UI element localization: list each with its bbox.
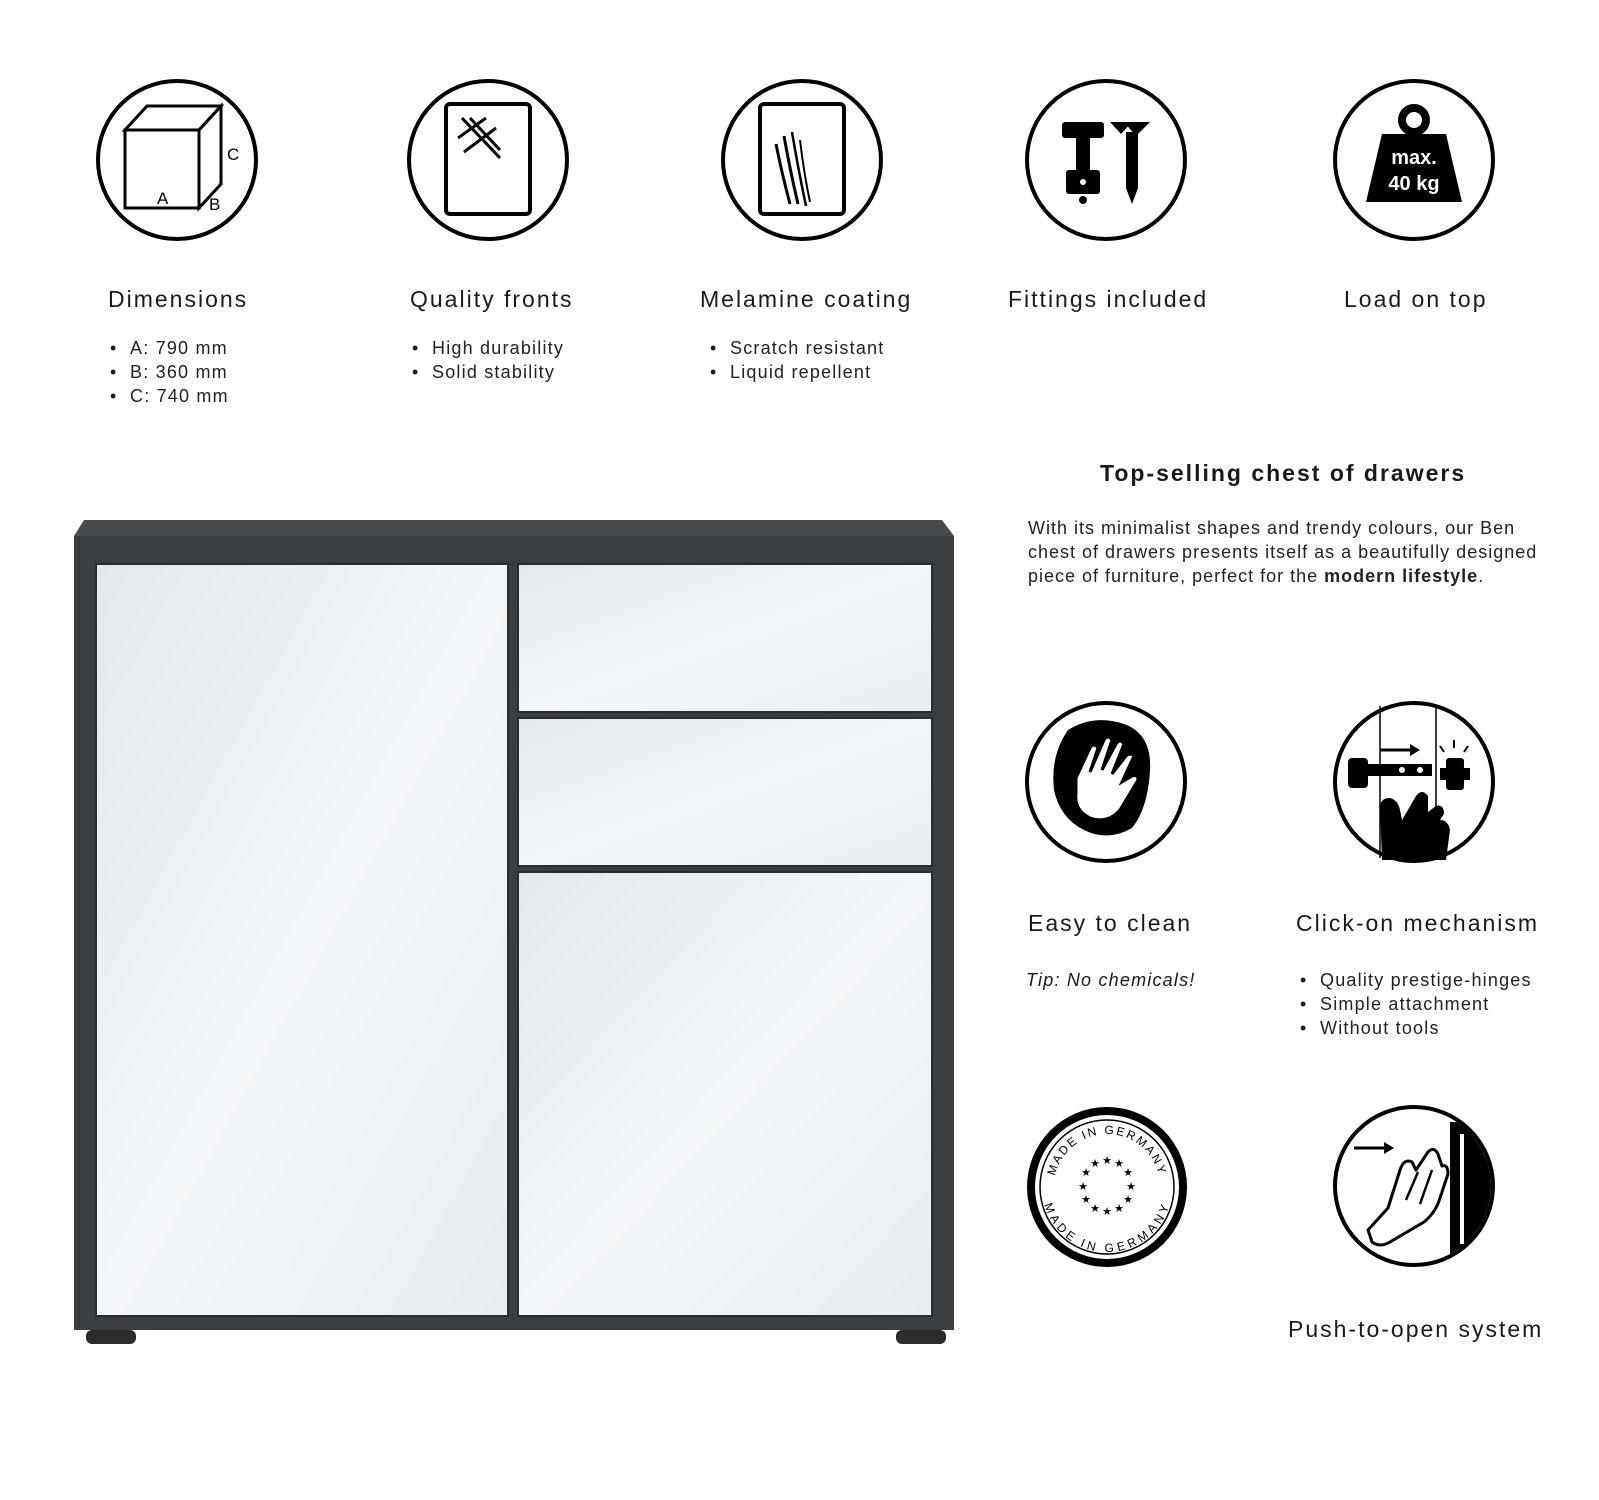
melamine-list [710, 336, 884, 384]
svg-text:★: ★ [1102, 1154, 1112, 1167]
list-item: • A: 790 mm [110, 336, 229, 360]
svg-text:★: ★ [1081, 1166, 1091, 1179]
svg-text:★: ★ [1078, 1180, 1088, 1193]
seal-text-top: MADE IN GERMANY [1044, 1122, 1170, 1177]
feature-title-quality-fronts: Quality fronts [410, 286, 574, 312]
feature-title-click-on: Click-on mechanism [1296, 910, 1540, 936]
click-on-list [1300, 968, 1532, 1040]
dim-label-c: C [227, 145, 240, 164]
push-open-icon [1332, 1104, 1496, 1268]
feature-title-melamine: Melamine coating [700, 286, 913, 312]
list-item: • High durability [412, 336, 564, 360]
feature-title-easy-clean: Easy to clean [1028, 910, 1193, 936]
list-item: • C: 740 mm [110, 384, 229, 408]
hinge-screw-icon [1024, 78, 1188, 242]
panel-cross-icon [406, 78, 570, 242]
dimensions-list [110, 336, 229, 408]
description-end: . [1478, 566, 1485, 586]
feature-title-fittings: Fittings included [1008, 286, 1209, 312]
weight-value-label: 40 kg [1388, 173, 1440, 195]
panel-scratch-icon [720, 78, 884, 242]
list-item: • Without tools [1300, 1016, 1532, 1040]
list-item: • Scratch resistant [710, 336, 884, 360]
list-item: • B: 360 mm [110, 360, 229, 384]
feature-title-push-to-open: Push-to-open system [1288, 1316, 1544, 1342]
list-item: • Quality prestige-hinges [1300, 968, 1532, 992]
chest-of-drawers-image [74, 520, 954, 1365]
cube-dimensions-icon [95, 78, 259, 242]
svg-text:★: ★ [1090, 1157, 1100, 1170]
clean-tip: Tip: No chemicals! [1026, 970, 1196, 990]
quality-list [412, 336, 564, 384]
description-highlight: modern lifestyle [1324, 566, 1479, 586]
svg-text:★: ★ [1102, 1205, 1112, 1218]
product-heading: Top-selling chest of drawers [1100, 460, 1467, 486]
feature-title-dimensions: Dimensions [108, 286, 249, 312]
hand-wipe-icon [1024, 700, 1188, 864]
svg-text:★: ★ [1114, 1157, 1124, 1170]
svg-text:★: ★ [1123, 1166, 1133, 1179]
dim-label-a: A [157, 189, 169, 208]
svg-text:★: ★ [1114, 1202, 1124, 1215]
weight-max-label: max. [1391, 147, 1437, 169]
feature-title-load: Load on top [1344, 286, 1488, 312]
dim-label-b: B [209, 195, 221, 214]
svg-text:★: ★ [1126, 1180, 1136, 1193]
made-in-germany-seal-icon [1024, 1104, 1190, 1270]
svg-text:★: ★ [1081, 1193, 1091, 1206]
svg-text:★: ★ [1090, 1202, 1100, 1215]
hinge-click-icon [1332, 700, 1496, 864]
seal-text-bottom: MADE IN GERMANY [1041, 1200, 1173, 1256]
description-text: With its minimalist shapes and trendy colours, our Ben chest of drawers presents itself as a beautifully designed piece of furniture, perfect for the [1028, 518, 1538, 586]
list-item: • Simple attachment [1300, 992, 1532, 1016]
weight-icon [1332, 78, 1496, 242]
product-description [1028, 516, 1568, 588]
list-item: • Solid stability [412, 360, 564, 384]
svg-text:★: ★ [1123, 1193, 1133, 1206]
list-item: • Liquid repellent [710, 360, 884, 384]
